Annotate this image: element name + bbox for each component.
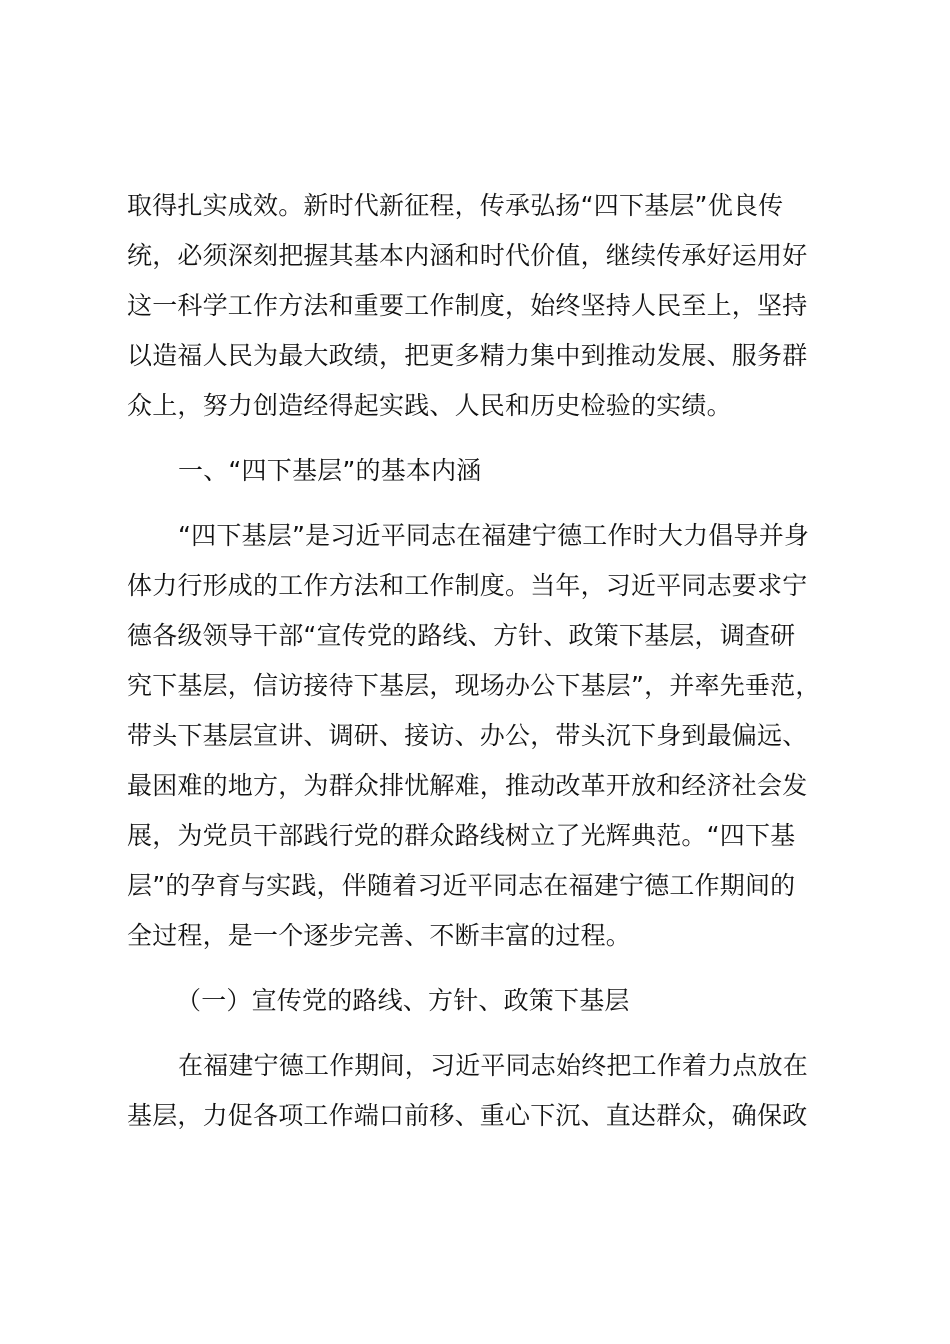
paragraph-2-line-5: 带头下基层宣讲、调研、接访、办公，带头沉下身到最偏远、 [127, 721, 808, 750]
paragraph-2-line-6: 最困难的地方，为群众排忧解难，推动改革开放和经济社会发 [127, 771, 808, 800]
paragraph-2-line-8: 层”的孕育与实践，伴随着习近平同志在福建宁德工作期间的 [127, 871, 796, 900]
paragraph-3-line-1: 在福建宁德工作期间，习近平同志始终把工作着力点放在 [178, 1051, 809, 1080]
paragraph-1-line-2: 统，必须深刻把握其基本内涵和时代价值，继续传承好运用好 [127, 241, 808, 270]
paragraph-2-line-9: 全过程，是一个逐步完善、不断丰富的过程。 [127, 921, 632, 950]
paragraph-2-line-3: 德各级领导干部“宣传党的路线、方针、政策下基层，调查研 [127, 621, 796, 650]
paragraph-2-line-7: 展，为党员干部践行党的群众路线树立了光辉典范。“四下基 [127, 821, 796, 850]
paragraph-1-line-4: 以造福人民为最大政绩，把更多精力集中到推动发展、服务群 [127, 341, 808, 370]
paragraph-2-line-2: 体力行形成的工作方法和工作制度。当年，习近平同志要求宁 [127, 571, 808, 600]
paragraph-1-line-3: 这一科学工作方法和重要工作制度，始终坚持人民至上，坚持 [127, 291, 808, 320]
paragraph-2-line-4: 究下基层，信访接待下基层，现场办公下基层”，并率先垂范， [127, 671, 821, 700]
section-heading-2: （一）宣传党的路线、方针、政策下基层 [176, 986, 630, 1015]
paragraph-2-line-1: “四下基层”是习近平同志在福建宁德工作时大力倡导并身 [178, 521, 810, 550]
paragraph-1-line-1: 取得扎实成效。新时代新征程，传承弘扬“四下基层”优良传 [127, 191, 784, 220]
paragraph-1-line-5: 众上，努力创造经得起实践、人民和历史检验的实绩。 [127, 391, 732, 420]
section-heading-1: 一、“四下基层”的基本内涵 [178, 456, 482, 485]
paragraph-3-line-2: 基层，力促各项工作端口前移、重心下沉、直达群众，确保政 [127, 1101, 808, 1130]
